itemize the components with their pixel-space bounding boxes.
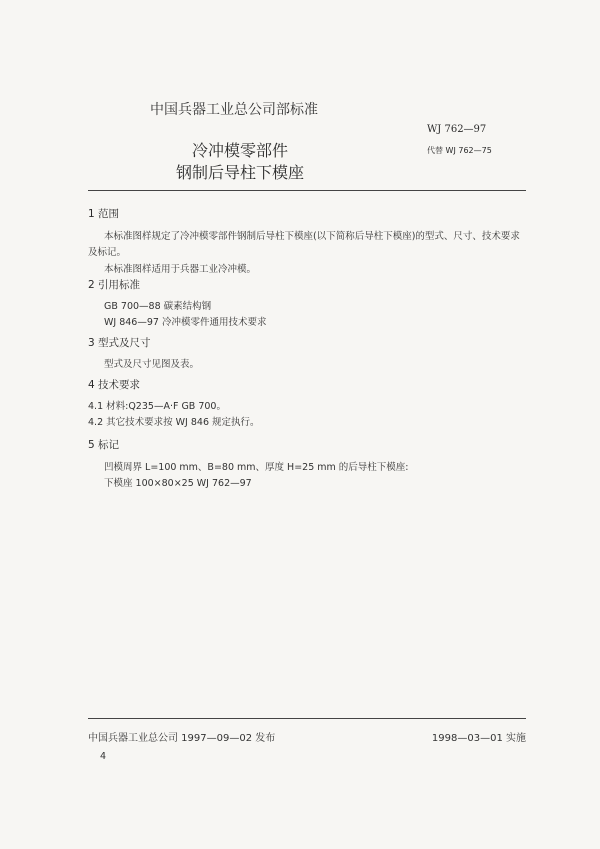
replaces-code: 代替 WJ 762—75 [427, 146, 492, 155]
reference-item: GB 700—88 碳素结构钢 [104, 301, 212, 312]
issue-date: 中国兵器工业总公司 1997—09—02 发布 [88, 733, 276, 744]
paragraph-line: 凹模周界 L=100 mm、B=80 mm、厚度 H=25 mm 的后导柱下模座: [104, 462, 409, 473]
page-number: 4 [100, 751, 107, 762]
standard-code: WJ 762—97 [427, 124, 487, 135]
clause-item: 4.2 其它技术要求按 WJ 846 规定执行。 [88, 417, 260, 428]
section-heading: 2 引用标准 [88, 279, 141, 291]
paragraph-line: 及标记。 [88, 247, 127, 258]
clause-item: 4.1 材料:Q235—A·F GB 700。 [88, 401, 226, 412]
implementation-date: 1998—03—01 实施 [431, 733, 526, 744]
marking-example: 下模座 100×80×25 WJ 762—97 [104, 478, 252, 489]
section-heading: 1 范围 [88, 208, 120, 220]
section-heading: 5 标记 [88, 439, 120, 451]
paragraph-line: 本标准图样规定了冷冲模零部件钢制后导柱下模座(以下简称后导柱下模座)的型式、尺寸、技术要求 [104, 231, 520, 242]
issuing-authority: 中国兵器工业总公司部标准 [150, 102, 318, 118]
paragraph-line: 本标准图样适用于兵器工业冷冲模。 [104, 264, 257, 275]
section-heading: 4 技术要求 [88, 379, 141, 391]
title-line-2: 钢制后导柱下模座 [175, 163, 304, 182]
header-divider [88, 190, 526, 191]
paragraph-line: 型式及尺寸见图及表。 [104, 359, 200, 370]
reference-item: WJ 846—97 冷冲模零件通用技术要求 [104, 317, 267, 328]
title-line-1: 冷冲模零部件 [191, 141, 288, 160]
section-heading: 3 型式及尺寸 [88, 337, 151, 349]
footer-divider [88, 718, 526, 719]
